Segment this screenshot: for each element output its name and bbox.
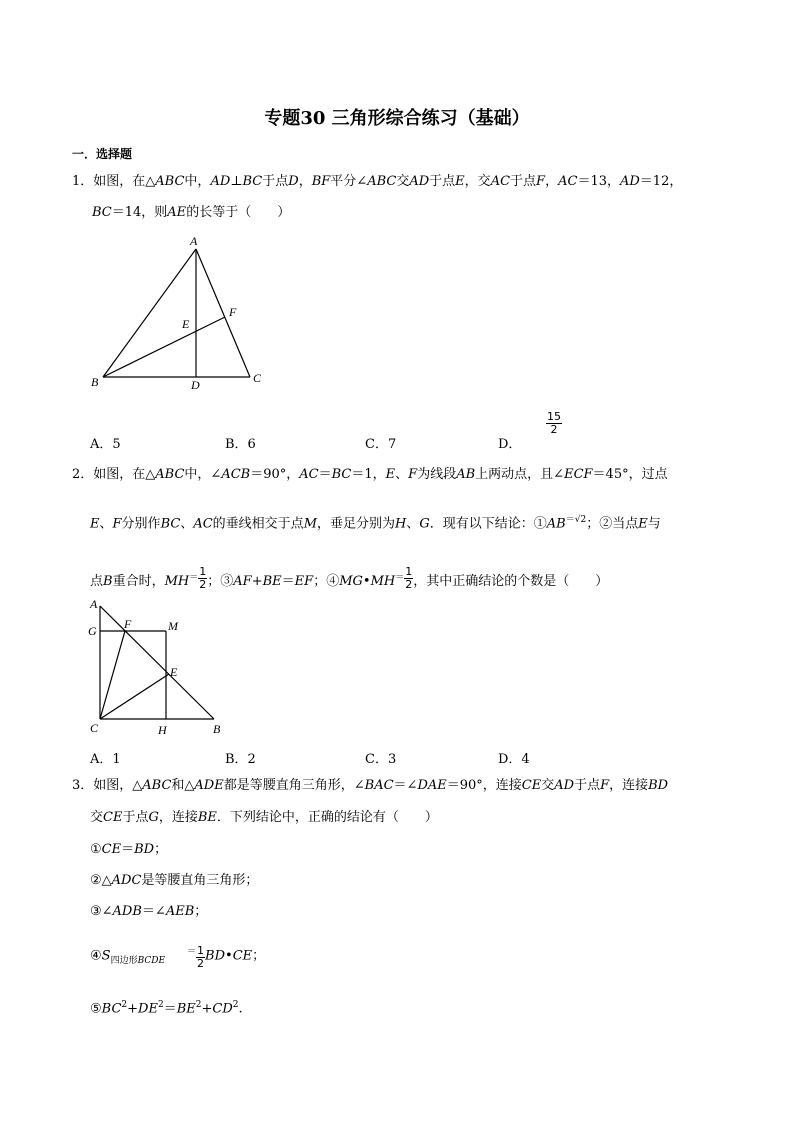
q2-option-a: A．1: [90, 752, 121, 767]
q2-var: E: [90, 516, 100, 532]
q2-var: ACB: [221, 467, 251, 482]
q3-text: 于点: [122, 810, 149, 825]
q2-equals: ＝: [565, 515, 575, 525]
q3-text: 于点: [574, 778, 601, 793]
q2-line2: [90, 511, 661, 533]
q3-var: CD: [212, 1001, 233, 1017]
q1-text: ，: [545, 174, 559, 189]
q2-text: 与: [647, 516, 661, 532]
q1-line1: [72, 173, 682, 191]
label-a: A: [90, 597, 98, 611]
q1-text: ＝14，则: [111, 205, 168, 220]
q2-var: MG: [339, 574, 363, 589]
q3-var: ADB: [112, 904, 142, 919]
q3-statement-3: [90, 903, 207, 921]
exponent: 2: [195, 1000, 202, 1010]
q2-text: 为线段: [417, 467, 457, 482]
fraction-denominator: 2: [550, 423, 558, 436]
label-b: B: [213, 722, 221, 736]
q2-var: MH: [164, 574, 190, 589]
q2-option-c: C．3: [365, 752, 397, 767]
q1-var: BC: [242, 174, 263, 189]
q1-option-b: B．6: [225, 437, 256, 452]
q2-line1: [72, 466, 668, 484]
q3-var: BC: [101, 1001, 122, 1017]
q3-line1: [72, 777, 668, 795]
q2-text: ；②当点: [586, 516, 639, 532]
q3-statement-4: [90, 943, 265, 970]
q2-figure: [84, 594, 244, 742]
q1-var: D: [288, 174, 299, 189]
q2-var: BC: [331, 467, 352, 482]
q1-line2: [92, 204, 290, 222]
q1-var: AC: [558, 174, 578, 189]
q2-var: E: [385, 467, 396, 482]
q2-var: B: [103, 574, 113, 589]
q3-text: ．下列结论中，正确的结论有（ ）: [216, 810, 438, 825]
fraction-half: [198, 566, 207, 591]
q2-text: 的垂线相交于点: [212, 516, 304, 532]
q3-var: S: [101, 948, 111, 964]
q3-text: ①: [90, 842, 102, 857]
fraction-half: [404, 566, 413, 591]
q3-var: BE: [176, 1001, 196, 1017]
q1-text: ＝12，: [639, 174, 683, 189]
q2-text: ＝45°，过点: [592, 467, 668, 482]
q1-var: E: [455, 174, 465, 189]
label-c: C: [90, 721, 99, 735]
q3-var: BD: [134, 842, 155, 857]
q2-text: ＝: [281, 574, 295, 589]
q2-text: 、: [395, 467, 409, 482]
segment-ac: [196, 249, 250, 377]
q2-var: E: [638, 516, 648, 532]
exponent: 2: [121, 1000, 128, 1010]
q3-statement-5: [90, 996, 243, 1018]
q2-line3: [90, 566, 608, 591]
q1-option-d: D．: [498, 437, 522, 452]
q1-text: 中，: [184, 174, 211, 189]
q1-text: ＝13，: [577, 174, 620, 189]
q3-text: ＝90°，连接: [446, 778, 522, 793]
fraction-half: [196, 945, 205, 970]
q1-var: BC: [92, 205, 112, 220]
page-title: 专题30 三角形综合练习（基础）: [264, 108, 530, 129]
q2-text: ，垂足分别为: [317, 516, 396, 532]
q3-text: ＝∠: [393, 778, 418, 793]
q3-subscript: BCDE: [137, 955, 166, 966]
q2-equals: ＝: [395, 572, 405, 583]
q2-var: AB: [456, 467, 476, 482]
q2-var: F: [408, 467, 418, 482]
q3-var: CE: [101, 842, 122, 857]
label-g: G: [88, 624, 97, 638]
exponent: 2: [232, 1000, 239, 1010]
label-f: F: [124, 617, 132, 631]
q3-var: CE: [232, 948, 253, 964]
q2-var: BE: [262, 574, 282, 589]
q2-var: MH: [370, 574, 396, 589]
fraction-denominator: 2: [199, 578, 207, 591]
q2-text: 2．如图，在△: [72, 467, 156, 482]
q2-text: +: [251, 574, 263, 589]
q3-text: ；: [252, 948, 266, 964]
q2-var: M: [303, 516, 317, 532]
q1-text: 的长等于（ ）: [186, 205, 291, 220]
q2-text: 、: [406, 516, 420, 532]
q3-var: G: [148, 810, 159, 825]
q3-var: BE: [197, 810, 217, 825]
label-c: C: [253, 371, 262, 385]
q3-text: .: [238, 1001, 243, 1017]
sqrt-two: √2: [574, 515, 587, 525]
q3-var: BD: [205, 948, 226, 964]
q2-text: ．现有以下结论：①: [429, 516, 547, 532]
q3-text: 交: [541, 778, 555, 793]
q2-var: AC: [193, 516, 213, 532]
q2-text: ；③: [207, 574, 234, 589]
q3-text: ＝: [121, 842, 135, 857]
fraction-numerator: 15: [547, 410, 561, 423]
section-heading: 一．选择题: [72, 147, 133, 161]
q3-equals: ＝: [187, 947, 197, 957]
q2-var: BC: [160, 516, 181, 532]
label-f: F: [229, 305, 237, 319]
segment-bf: [103, 317, 225, 377]
q2-text: 分别作: [121, 516, 161, 532]
label-e: E: [182, 317, 190, 331]
q3-line2: [90, 809, 438, 827]
q1-option-d-fraction: [546, 411, 562, 436]
q1-figure: [88, 232, 288, 392]
q2-text: 上两动点，且∠: [475, 467, 565, 482]
q1-text: 于点: [429, 174, 456, 189]
q3-var: BAC: [364, 778, 394, 793]
exponent: 2: [157, 1000, 164, 1010]
q3-var: CE: [521, 778, 542, 793]
q3-text: ，连接: [609, 778, 649, 793]
q2-equals: ＝: [189, 572, 199, 583]
q1-text: 于点: [262, 174, 289, 189]
q3-var: AD: [554, 778, 575, 793]
segment-ab: [103, 249, 196, 377]
q3-statement-2: [90, 872, 258, 890]
q3-text: 都是等腰直角三角形，∠: [223, 778, 365, 793]
q2-text: 重合时，: [112, 574, 165, 589]
q3-text: 是等腰直角三角形；: [141, 873, 259, 888]
q3-text: ③∠: [90, 904, 113, 919]
q2-text: ＝90°，: [250, 467, 300, 482]
q1-text: ，: [298, 174, 312, 189]
q1-var: AC: [490, 174, 511, 189]
q2-var: H: [395, 516, 407, 532]
q3-text: +: [201, 1001, 213, 1017]
q1-text: ，交: [464, 174, 491, 189]
q1-var: AD: [210, 174, 231, 189]
q3-var: DE: [138, 1001, 158, 1017]
q1-text: 于点: [510, 174, 537, 189]
q2-text: ；④: [313, 574, 340, 589]
label-b: B: [91, 375, 99, 389]
q3-var: AEB: [165, 904, 195, 919]
q3-text: ＝: [163, 1001, 177, 1017]
q3-var: CE: [103, 810, 123, 825]
q2-text: 中，∠: [184, 467, 222, 482]
q3-subscript: 四边形: [110, 955, 138, 966]
q3-var: F: [600, 778, 610, 793]
q3-text: 3．如图，△: [72, 778, 143, 793]
q2-text: 、: [180, 516, 194, 532]
fraction-numerator: 1: [199, 565, 207, 578]
q2-text: ，其中正确结论的个数是（ ）: [413, 574, 609, 589]
q3-text: •: [225, 948, 233, 964]
q1-text: 1．如图，在△: [72, 174, 156, 189]
q1-text: 平分∠: [330, 174, 368, 189]
q1-text: ⊥: [230, 174, 243, 189]
q2-option-b: B．2: [225, 752, 256, 767]
segment-ab: [100, 606, 214, 719]
q1-var: BF: [311, 174, 331, 189]
q2-text: •: [362, 574, 371, 589]
q3-text: ⑤: [90, 1001, 102, 1017]
fraction-numerator: 1: [405, 565, 413, 578]
q2-var: ECF: [564, 467, 593, 482]
q3-var: BD: [648, 778, 669, 793]
q1-var: AD: [619, 174, 640, 189]
q2-var: ABC: [155, 467, 185, 482]
q2-text: ＝: [318, 467, 332, 482]
q1-var: ABC: [367, 174, 397, 189]
q1-text: 交: [396, 174, 410, 189]
q1-option-a: A．5: [90, 437, 121, 452]
label-a: A: [190, 234, 198, 248]
q3-var: DAE: [417, 778, 447, 793]
q3-text: ＝∠: [141, 904, 166, 919]
fraction-denominator: 2: [405, 578, 413, 591]
q3-text: ，连接: [158, 810, 198, 825]
q2-var: AF: [233, 574, 252, 589]
q1-var: AE: [167, 205, 187, 220]
q3-text: +: [127, 1001, 139, 1017]
label-h: H: [158, 723, 167, 737]
q1-option-c: C．7: [365, 437, 397, 452]
q1-var: F: [536, 174, 546, 189]
q3-var: ADE: [194, 778, 224, 793]
q2-text: 、: [99, 516, 113, 532]
label-d: D: [191, 378, 200, 392]
q2-option-d: D．4: [498, 752, 530, 767]
q3-text: 和△: [171, 778, 195, 793]
fraction-denominator: 2: [197, 956, 205, 970]
q2-text: 点: [90, 574, 104, 589]
q3-statement-1: [90, 841, 167, 859]
q1-var: ABC: [155, 174, 185, 189]
q2-text: ＝1，: [351, 467, 386, 482]
q3-text: ；: [194, 904, 208, 919]
q3-var: ABC: [142, 778, 172, 793]
q1-var: AD: [409, 174, 430, 189]
label-m: M: [168, 619, 178, 633]
q3-text: ；: [154, 842, 168, 857]
q2-var: F: [112, 516, 122, 532]
q2-var: EF: [294, 574, 314, 589]
q2-var: AC: [299, 467, 319, 482]
q3-text: ④: [90, 948, 102, 964]
label-e: E: [170, 665, 178, 679]
q3-var: ADC: [111, 873, 142, 888]
q2-var: G: [419, 516, 430, 532]
q3-text: 交: [90, 810, 104, 825]
q2-var: AB: [546, 516, 566, 532]
q3-text: ②△: [90, 873, 112, 888]
fraction-numerator: 1: [197, 943, 205, 957]
